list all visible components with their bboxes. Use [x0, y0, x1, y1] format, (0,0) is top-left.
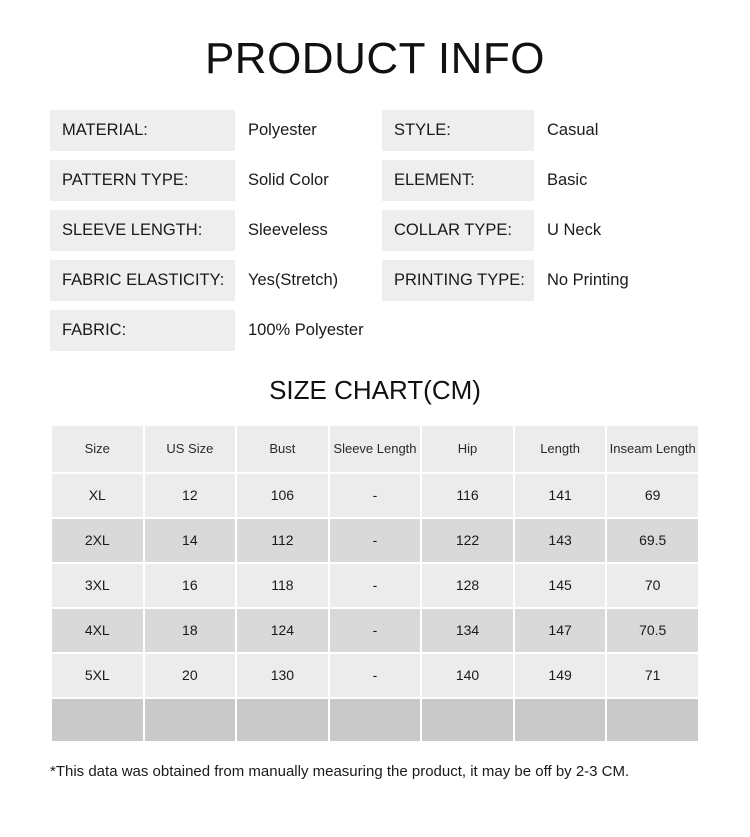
cell-inseam-length: 70 [607, 564, 698, 607]
cell-empty [422, 699, 513, 741]
info-row [50, 310, 700, 351]
cell-empty [237, 699, 328, 741]
cell-us-size: 20 [145, 654, 236, 697]
cell-inseam-length: 69 [607, 474, 698, 517]
table-row [52, 609, 698, 652]
cell-inseam-length: 71 [607, 654, 698, 697]
cell-length: 145 [515, 564, 606, 607]
cell-size: 2XL [52, 519, 143, 562]
info-label: FABRIC: [50, 310, 235, 351]
cell-sleeve-length: - [330, 564, 421, 607]
info-cell-material [50, 110, 375, 151]
column-header-inseam-length: Inseam Length [607, 426, 698, 472]
measurement-footnote: *This data was obtained from manually measuring the product, it may be off by 2-3 CM. [50, 763, 630, 780]
column-header-size: Size [52, 426, 143, 472]
table-row [52, 654, 698, 697]
column-header-length: Length [515, 426, 606, 472]
info-cell-sleeve-length [50, 210, 375, 251]
info-value: No Printing [547, 271, 629, 289]
table-row [52, 519, 698, 562]
info-cell-pattern-type [50, 160, 375, 201]
cell-hip: 140 [422, 654, 513, 697]
cell-empty [607, 699, 698, 741]
cell-length: 149 [515, 654, 606, 697]
info-value: U Neck [547, 221, 602, 239]
cell-length: 147 [515, 609, 606, 652]
cell-hip: 122 [422, 519, 513, 562]
info-cell-printing-type [375, 260, 700, 301]
cell-us-size: 14 [145, 519, 236, 562]
info-row [50, 210, 700, 251]
cell-us-size: 18 [145, 609, 236, 652]
info-value: Yes(Stretch) [248, 271, 339, 289]
cell-size: 5XL [52, 654, 143, 697]
page-title: PRODUCT INFO [204, 34, 546, 83]
column-header-hip: Hip [422, 426, 513, 472]
info-value: Polyester [248, 121, 317, 139]
cell-inseam-length: 70.5 [607, 609, 698, 652]
size-chart-table [50, 424, 700, 743]
cell-empty [145, 699, 236, 741]
cell-size: 3XL [52, 564, 143, 607]
info-cell-empty [375, 310, 700, 351]
info-row [50, 110, 700, 151]
info-label: PATTERN TYPE: [50, 160, 235, 201]
cell-us-size: 16 [145, 564, 236, 607]
info-cell-style [375, 110, 700, 151]
info-value: Sleeveless [248, 221, 328, 239]
info-row [50, 160, 700, 201]
info-value: Basic [547, 171, 588, 189]
table-row-empty [52, 699, 698, 741]
info-value: Casual [547, 121, 599, 139]
cell-us-size: 12 [145, 474, 236, 517]
column-header-bust: Bust [237, 426, 328, 472]
cell-sleeve-length: - [330, 654, 421, 697]
cell-empty [52, 699, 143, 741]
info-row [50, 260, 700, 301]
table-header-row [52, 426, 698, 472]
info-cell-fabric [50, 310, 375, 351]
info-label: COLLAR TYPE: [382, 210, 534, 251]
cell-bust: 124 [237, 609, 328, 652]
info-label: ELEMENT: [382, 160, 534, 201]
cell-length: 143 [515, 519, 606, 562]
cell-sleeve-length: - [330, 474, 421, 517]
cell-bust: 118 [237, 564, 328, 607]
column-header-us-size: US Size [145, 426, 236, 472]
info-value: Solid Color [248, 171, 329, 189]
info-label: PRINTING TYPE: [382, 260, 534, 301]
table-row [52, 474, 698, 517]
product-info-table [50, 110, 700, 351]
cell-empty [515, 699, 606, 741]
cell-sleeve-length: - [330, 609, 421, 652]
info-cell-element [375, 160, 700, 201]
cell-inseam-length: 69.5 [607, 519, 698, 562]
info-label: FABRIC ELASTICITY: [50, 260, 235, 301]
cell-hip: 134 [422, 609, 513, 652]
info-label: STYLE: [382, 110, 534, 151]
cell-size: XL [52, 474, 143, 517]
info-cell-fabric-elasticity [50, 260, 375, 301]
cell-length: 141 [515, 474, 606, 517]
info-label: SLEEVE LENGTH: [50, 210, 235, 251]
info-cell-collar-type [375, 210, 700, 251]
cell-bust: 112 [237, 519, 328, 562]
cell-sleeve-length: - [330, 519, 421, 562]
info-label: MATERIAL: [50, 110, 235, 151]
table-row [52, 564, 698, 607]
cell-size: 4XL [52, 609, 143, 652]
size-chart-wrapper [50, 424, 700, 743]
cell-hip: 116 [422, 474, 513, 517]
size-chart-title: SIZE CHART(CM) [269, 375, 481, 405]
cell-hip: 128 [422, 564, 513, 607]
info-value: 100% Polyester [248, 321, 364, 339]
cell-empty [330, 699, 421, 741]
cell-bust: 106 [237, 474, 328, 517]
product-info-page [0, 34, 750, 837]
cell-bust: 130 [237, 654, 328, 697]
column-header-sleeve-length: Sleeve Length [330, 426, 421, 472]
